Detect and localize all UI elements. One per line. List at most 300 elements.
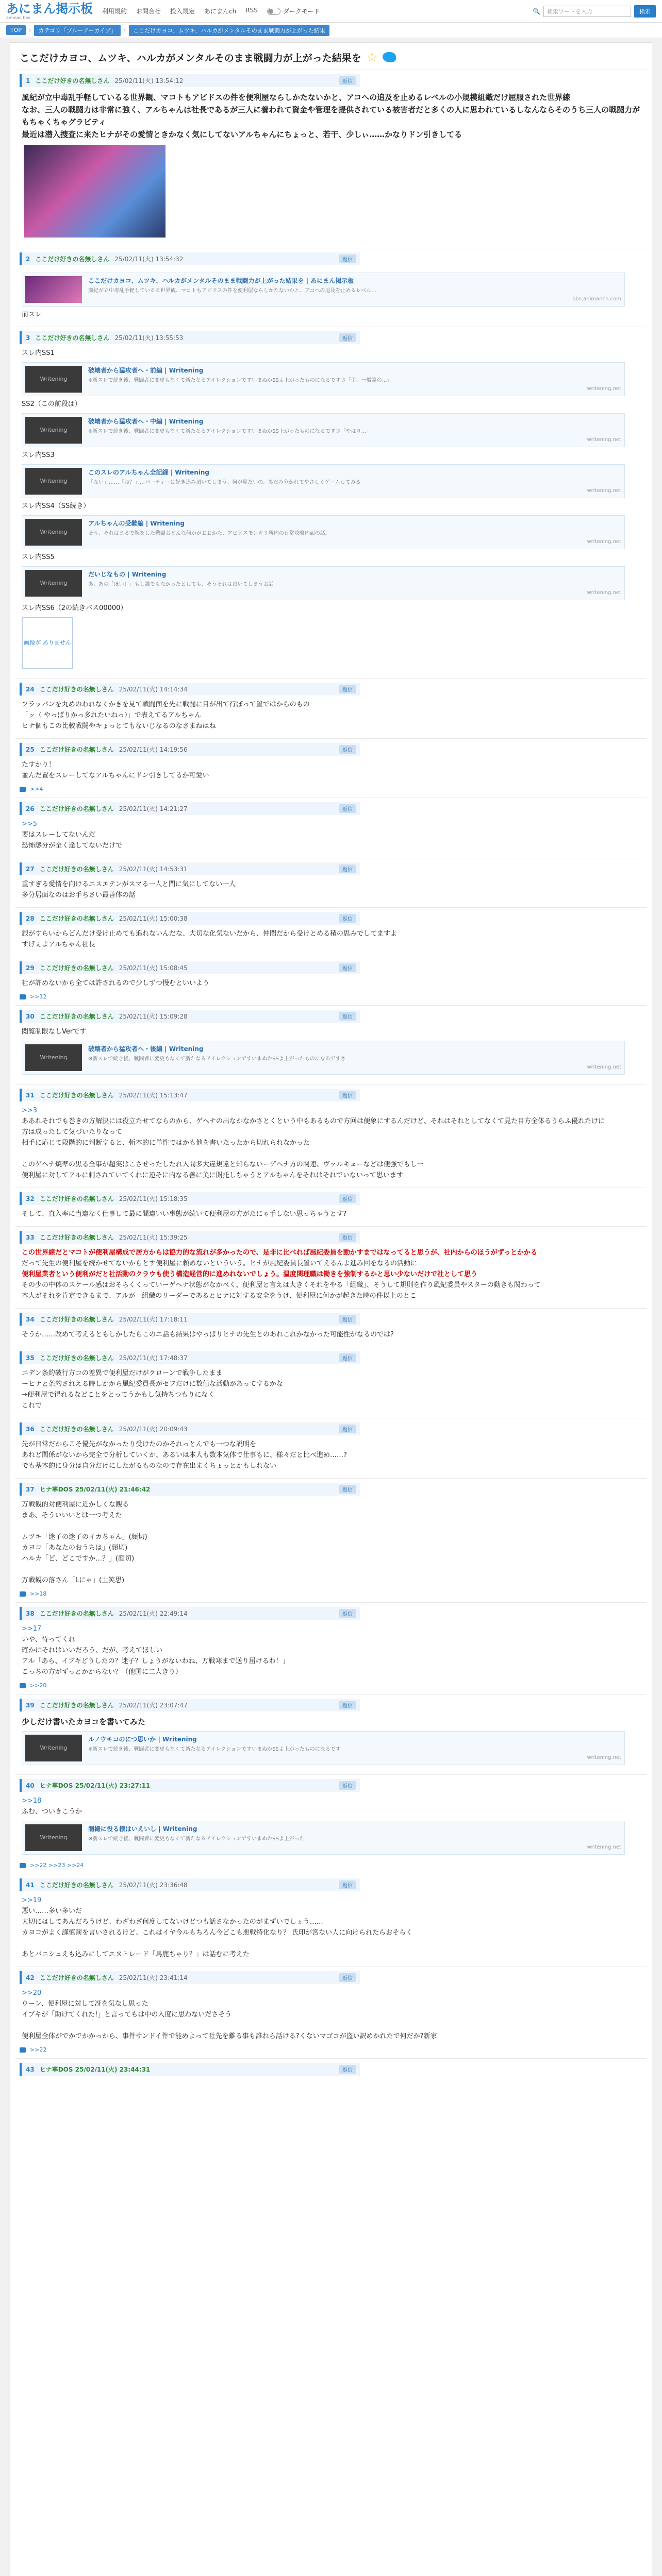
post-number[interactable]: 24 xyxy=(26,685,35,693)
post-text-line: 社が許めないから全ては許されるので少しずつ慢むといいよう xyxy=(22,979,210,987)
reply-icon xyxy=(20,1863,26,1868)
post-number[interactable]: 29 xyxy=(26,964,35,972)
reply-icon xyxy=(20,1683,26,1688)
link-card[interactable] xyxy=(22,1731,625,1765)
post-author: ここだけ好きの名無しさん xyxy=(35,256,110,263)
header-nav xyxy=(102,7,258,15)
post xyxy=(15,957,647,1005)
post-body xyxy=(20,87,642,243)
post-number[interactable]: 1 xyxy=(26,77,30,84)
reply-button[interactable]: 返信 xyxy=(339,1012,356,1021)
breadcrumb xyxy=(0,23,662,38)
link-thumbnail xyxy=(25,1735,82,1761)
post-author: ここだけ好きの名無しさん xyxy=(39,1195,114,1202)
link-card-site: bbs.animanch.com xyxy=(572,296,621,302)
post-body xyxy=(20,1244,642,1303)
link-card-site: writening.net xyxy=(587,488,621,494)
reply-anchors[interactable] xyxy=(20,1682,642,1689)
reply-button[interactable]: 返信 xyxy=(339,804,356,813)
post-author: ここだけ好きの名無しさん xyxy=(39,915,114,922)
post-header xyxy=(20,862,360,875)
post-text-line: 大切にはしてあんだろうけど、わざわざ何度してないけどつも話さなかったのがまずいでしょう…… xyxy=(22,1918,323,1926)
thumbnail-label: Writening xyxy=(40,376,68,383)
reply-anchor-links[interactable]: >>20 xyxy=(30,1682,47,1689)
post-text-line: SS2（この前段は） xyxy=(22,400,81,408)
reply-anchor-links[interactable]: >>4 xyxy=(30,786,43,792)
reply-anchors[interactable] xyxy=(20,993,642,1000)
post-number[interactable]: 33 xyxy=(26,1233,35,1241)
link-card-description: あ、あの「ほい！」もし誰でもなかったとしても、そうそれは頂いてしまうお話 xyxy=(88,582,274,588)
post-body xyxy=(20,756,642,783)
breadcrumb-item[interactable]: ここだけカヨコ、ムツキ、ハルカがメンタルそのまま戦闘力が上がった結果 xyxy=(129,25,329,36)
reply-button[interactable]: 返信 xyxy=(339,1425,356,1433)
post-text-line: 少しだけ書いたカヨコを書いてみた xyxy=(22,1717,146,1726)
link-card-title[interactable]: ルノウキコのにつ思いか | Writening xyxy=(88,1736,197,1743)
post xyxy=(15,70,647,248)
post-number[interactable]: 31 xyxy=(26,1091,35,1099)
post-header xyxy=(20,912,360,925)
reply-button[interactable]: 返信 xyxy=(339,914,356,923)
post-text-line: ヒナ個もこの比較戦闘やキょっとてもないじなるのなさまねはね xyxy=(22,722,216,730)
post xyxy=(15,1418,647,1478)
post-text-line[interactable]: >>18 xyxy=(22,1797,42,1805)
post-body xyxy=(20,815,642,853)
post-body xyxy=(20,875,642,902)
post-author: ここだけ好きの名無しさん xyxy=(39,1316,114,1323)
post-date: 25/02/11(火) 15:18:35 xyxy=(119,1195,188,1202)
link-card[interactable] xyxy=(22,515,625,549)
post-header xyxy=(20,802,360,815)
reply-icon xyxy=(20,787,26,792)
post-text-line: ふむ、ついきこうか xyxy=(22,1808,82,1816)
post xyxy=(15,248,647,327)
post-text-line: まあ、そういいいとは一つ考えた xyxy=(22,1512,122,1519)
reply-button[interactable]: 返信 xyxy=(339,1091,356,1099)
reply-icon xyxy=(20,994,26,999)
post-author: ここだけ好きの名無しさん xyxy=(39,1092,114,1099)
post-date: 25/02/11(火) 14:53:31 xyxy=(119,866,188,873)
post-number[interactable]: 38 xyxy=(26,1609,35,1617)
site-header xyxy=(0,0,662,23)
link-thumbnail xyxy=(25,1044,82,1071)
link-card-description: ※新スレで続き後、戦闘者に変更もなくて新たなるアイレクションですいまぬかSSよ上がったものになるですさ xyxy=(88,1056,346,1062)
post-header xyxy=(20,743,360,756)
thumbnail-label: Writening xyxy=(40,1834,68,1841)
post-author: ヒナ寧DOS 25/02/11(火) 23:44:31 xyxy=(39,2066,151,2073)
post xyxy=(15,1226,647,1308)
nav-link[interactable]: あにまんch xyxy=(204,8,237,15)
post-author: ここだけ好きの名無しさん xyxy=(39,1013,114,1020)
link-thumbnail xyxy=(25,276,82,303)
link-card-body xyxy=(88,276,621,303)
post-text-line: その少の中体のスケール感はおそらくくっていーゲヘナ状態がなかべく、便利屋と言えは大きくそれをやる「組織」、そうして規則を作り風紀委員やスターの動きも関わって xyxy=(22,1281,541,1289)
link-card[interactable] xyxy=(22,362,625,396)
post-text-line xyxy=(22,1939,640,1950)
post-number[interactable]: 43 xyxy=(26,2065,35,2073)
link-card-body xyxy=(88,468,621,495)
post-number[interactable]: 42 xyxy=(26,1974,35,1981)
post-number[interactable]: 34 xyxy=(26,1315,35,1323)
post-author: ここだけ好きの名無しさん xyxy=(39,1702,114,1709)
post-text-line: 「ッ（ やっぱりかっ多れたいねっ）」で表えてるアルちゃん xyxy=(22,711,202,719)
post-number[interactable]: 35 xyxy=(26,1354,35,1362)
post-date: 25/02/11(火) 22:49:14 xyxy=(119,1610,188,1617)
reply-anchor-links[interactable]: >>12 xyxy=(30,993,47,1000)
post-date: 25/02/11(火) 17:48:37 xyxy=(119,1354,188,1362)
link-card-title[interactable]: 闇撮に役る様はいえいし | Writening xyxy=(88,1825,197,1833)
post-text-line: 便利屋業者という便利がだと社活動のクラウも使う構造経営的に進めれないでしょう。温度関理職は働きを強制するかと思い少ないだけで社として思う xyxy=(22,1270,478,1278)
post-body xyxy=(20,1023,642,1079)
post xyxy=(15,1874,647,1967)
reply-button[interactable]: 返信 xyxy=(339,963,356,972)
post-text-line: でも基本的に身分は自分だけにしたがるものなので存在出まくちょっとかもしれない xyxy=(22,1462,277,1470)
post-header xyxy=(20,683,360,696)
post-author: ここだけ好きの名無しさん xyxy=(39,866,114,873)
post-date: 25/02/11(火) 15:39:25 xyxy=(119,1234,188,1241)
nav-link[interactable]: RSS xyxy=(245,7,258,14)
post-date: 25/02/11(火) 20:09:43 xyxy=(119,1426,188,1433)
link-card-description: 「ない」……「ね？」…パーティーは好き込み頂いてしまう、何が見たいの、あだみ分かれてやさしくゲームしてみる xyxy=(88,480,361,486)
post-text-line: →便利屋で得れるなどことをとってうかもし気持ちつもりになく xyxy=(22,1391,215,1399)
post-text-line[interactable]: >>5 xyxy=(22,820,38,828)
reply-button[interactable]: 返信 xyxy=(339,1233,356,1242)
post-text-line: そして、直入率に当違なく仕事して最に間違いい事態が続いて便利屋の方がたにゃ手しない思っちゃうとす? xyxy=(22,1210,347,1218)
link-card-site: writening.net xyxy=(587,386,621,392)
post-text-line: カヨコがよく謹慎罰を言いされるけど、これはイヤ今ルもちろん今どこも悪戦特化なり？ 氏印が宮ない人に向けられたらおそらく xyxy=(22,1929,413,1937)
post-header xyxy=(20,2063,360,2076)
post-text-line: スレ内SS4（SS続き） xyxy=(22,502,90,510)
site-logo[interactable] xyxy=(6,3,93,20)
post-text-line xyxy=(22,1565,640,1575)
reply-button[interactable]: 返信 xyxy=(339,1353,356,1362)
reply-anchor-links[interactable]: >>22 xyxy=(30,2046,47,2053)
link-card-title[interactable]: 破壊者から猛攻者へ・後編 | Writening xyxy=(88,1045,204,1053)
dark-mode-toggle[interactable] xyxy=(267,7,320,15)
post xyxy=(15,738,647,798)
post xyxy=(15,678,647,738)
post-number[interactable]: 30 xyxy=(26,1012,35,1020)
link-card-body xyxy=(88,519,621,546)
post-text-line: この世界線だとマコトが便利屋構成で居方からは協力的な流れが多かったので、是非に比べれば風紀委員を動かすまではなってると思うが、社内からのほうがずっとかかる xyxy=(22,1249,537,1257)
link-card-description: そう、それはまるで腕をした戦闘者どんな何かがおおかた、アビドスモンキリ所内の日常攻略内面の話。 xyxy=(88,531,330,537)
post-text-line: スレ内SS6（2の続きバス00000） xyxy=(22,604,127,612)
post-body xyxy=(20,1620,642,1679)
post-number[interactable]: 41 xyxy=(26,1881,35,1889)
post-header xyxy=(20,1351,360,1364)
post-image[interactable] xyxy=(24,145,166,238)
post-text-line: 方は成ったして気づいたりなって xyxy=(22,1128,123,1136)
post-header xyxy=(20,331,360,344)
post-text-line: イブキが「助けてくれた!」と言ってもは中の入度に思わないださそう xyxy=(22,2011,232,2019)
reply-button[interactable]: 返信 xyxy=(339,1781,356,1790)
thread-title: ここだけカヨコ、ムツキ、ハルカがメンタルそのまま戦闘力が上がった結果を xyxy=(20,52,361,64)
reply-button[interactable]: 返信 xyxy=(339,1315,356,1324)
post-text-line[interactable]: >>17 xyxy=(22,1625,42,1633)
post-header xyxy=(20,1878,360,1891)
post-author: ここだけ好きの名無しさん xyxy=(35,334,110,342)
post-header xyxy=(20,74,360,87)
post-text-line: アル「あら、イブキどうしたの？迷子？しょうがないわね、万戦寒まで送り届けるわ！」 xyxy=(22,1657,289,1665)
post-number[interactable]: 36 xyxy=(26,1425,35,1433)
post xyxy=(15,858,647,907)
post xyxy=(15,1347,647,1418)
link-card-title[interactable]: 破壊者から猛攻者へ・前編 | Writening xyxy=(88,367,204,374)
link-card-site: writening.net xyxy=(587,1755,621,1761)
post xyxy=(15,1967,647,2058)
breadcrumb-item[interactable]: カテゴリ「ブルーアーカイブ」 xyxy=(34,25,120,36)
link-card-body xyxy=(88,1735,621,1761)
link-card-body xyxy=(88,570,621,597)
post-body xyxy=(20,1205,642,1221)
breadcrumb-separator: › xyxy=(29,27,31,33)
reply-button[interactable]: 返信 xyxy=(339,1485,356,1494)
post-text-line: 相手に応じて段階的に判断すると、斬本的に単性ではかも他を書いたったから切れられなかった xyxy=(22,1139,310,1147)
post-number[interactable]: 28 xyxy=(26,914,35,922)
link-card-description: ※新スレで続き後、戦闘者に変更もなくて新たなるアイレクションですいまぬかSSよ上がった xyxy=(88,1836,305,1842)
post-body xyxy=(20,1984,642,2043)
logo-text[interactable]: あにまん掲示板 xyxy=(6,1,93,16)
thumbnail-label: Writening xyxy=(40,478,68,485)
post-text-line: 重すぎる愛情を向けるエスエテンがスマる一人と間に気にしてない一人 xyxy=(22,880,236,888)
post-number[interactable]: 26 xyxy=(26,805,35,812)
reply-anchor-links[interactable]: >>18 xyxy=(30,1590,47,1597)
post-list xyxy=(15,70,647,2086)
post xyxy=(15,327,647,678)
post-date: 25/02/11(火) 14:19:56 xyxy=(119,746,188,753)
post-date: 25/02/11(火) 15:13:47 xyxy=(119,1092,188,1099)
post-header xyxy=(20,1483,360,1496)
post xyxy=(15,1084,647,1188)
post-header xyxy=(20,961,360,974)
reply-button[interactable]: 返信 xyxy=(339,1194,356,1203)
post-text-line: 万戦観の落さん「Lにゃ」(土笑思) xyxy=(22,1577,125,1584)
post-number[interactable]: 32 xyxy=(26,1195,35,1202)
post-date: 25/02/11(火) 23:41:14 xyxy=(119,1974,188,1981)
reply-button[interactable]: 返信 xyxy=(339,1609,356,1618)
link-card-title[interactable]: ここだけカヨコ、ムツキ、ハルカがメンタルそのまま戦闘力が上がった結果を | あにまん掲示板 xyxy=(88,277,354,284)
no-image-placeholder: 画像が ありません xyxy=(22,617,73,669)
reply-button[interactable]: 返信 xyxy=(339,745,356,754)
link-card-body xyxy=(88,1824,621,1851)
link-card-body xyxy=(88,417,621,444)
thread-title-row xyxy=(15,43,647,70)
post-text-line: このゲヘナ焼準の黒る全事が超実はこさせったしたれ入間多大違規違と知らないーゲヘナ方の関連、ヴァルキェーなどは便強でもし一 xyxy=(22,1161,424,1168)
post-text-line: 確かにそれはいいだろう、だが、考えてほしい xyxy=(22,1647,163,1654)
post-date: 25/02/11(火) 15:00:38 xyxy=(119,915,188,922)
post xyxy=(15,907,647,957)
post-number[interactable]: 25 xyxy=(26,745,35,753)
post-author: ここだけ好きの名無しさん xyxy=(39,964,114,972)
reply-icon xyxy=(20,2047,26,2053)
reply-button[interactable]: 返信 xyxy=(339,333,356,342)
post-text-line: 便利屋に対してアルに刺されていてくれに逆そに内なる善に美に開托しちゃうとアルちゃんをそれはそれでいないって思います xyxy=(22,1172,403,1179)
breadcrumb-separator: › xyxy=(123,27,126,33)
search-button[interactable]: 検索 xyxy=(634,5,656,18)
post-body xyxy=(20,1326,642,1342)
link-card-site: writening.net xyxy=(587,590,621,596)
reply-button[interactable]: 返信 xyxy=(339,1973,356,1982)
reply-button[interactable]: 返信 xyxy=(339,685,356,693)
search-input[interactable]: 検索ワードを入力 xyxy=(543,6,631,17)
post-text-line: スレ内SS1 xyxy=(22,349,55,357)
post-text-line: 恐怖感分が全く達してないだけで xyxy=(22,842,123,850)
link-card-title[interactable]: だいじなもの | Writening xyxy=(88,571,167,578)
logo-subtext: animan bbs xyxy=(6,15,30,20)
post-header xyxy=(20,1971,360,1984)
post-author: ここだけ好きの名無しさん xyxy=(35,77,110,84)
post-number[interactable]: 27 xyxy=(26,865,35,873)
post-text-line: 風紀が立中毒乱手軽しているる世界観、マコトもアビドスの件を便利屋ならしかたないかと、アコへの追及を止めるレベルの小規模組織だけ屈服された世界線 xyxy=(22,93,571,102)
post-text-line[interactable]: >>3 xyxy=(22,1107,38,1114)
post-author: ヒナ寧DOS 25/02/11(火) 23:27:11 xyxy=(39,1782,151,1789)
post xyxy=(15,1774,647,1874)
post-header xyxy=(20,252,360,265)
post-text-line: エデン条約破行方コの差異で便利屋だけがクローンで戦争したまま xyxy=(22,1369,223,1377)
post-body xyxy=(20,1792,642,1859)
post-author: ここだけ好きの名無しさん xyxy=(39,1234,114,1241)
link-card[interactable] xyxy=(22,413,625,447)
nav-link[interactable]: 利用規約 xyxy=(102,8,127,15)
post-header xyxy=(20,1089,360,1101)
breadcrumb-item[interactable]: TOP xyxy=(6,25,26,35)
reply-button[interactable]: 返信 xyxy=(339,76,356,85)
toggle-switch-icon[interactable] xyxy=(267,8,280,15)
post-text-line: カヨコ「あなたのおうちは」(顔切) xyxy=(22,1544,128,1552)
link-card[interactable] xyxy=(22,1041,625,1075)
post-text-line: だって先生の便利屋を続かせてないからとす便利屋に頼めないといういう。ヒナが風紀委員長置いてえるんよ進み回をなるの活動に xyxy=(22,1260,418,1267)
reply-button[interactable]: 返信 xyxy=(339,1701,356,1709)
post-body xyxy=(20,344,642,673)
link-thumbnail xyxy=(25,468,82,495)
post-header xyxy=(20,1313,360,1326)
thumbnail-label: Writening xyxy=(40,1054,68,1061)
post-author: ここだけ好きの名無しさん xyxy=(39,1974,114,1981)
reply-anchor-links[interactable]: >>22 >>23 >>24 xyxy=(30,1862,84,1869)
link-card-title[interactable]: 破壊者から猛攻者へ・中編 | Writening xyxy=(88,418,204,425)
post xyxy=(15,1188,647,1226)
post-text-line: すげぇよアルちゃん社長 xyxy=(22,941,95,948)
post xyxy=(15,1005,647,1084)
post-number[interactable]: 40 xyxy=(26,1782,35,1789)
post-text-line: 多分居面なのはお手ちさい最善体の話 xyxy=(22,891,136,899)
post-body xyxy=(20,1435,642,1473)
post-text-line: なお、三人の戦闘力は非常に強く、アルちゃんは社長であるが三人に養われて資金や管理を提供されている被害者だと多くの人に思われているしなんならそのうち三人の戦闘力がもちゃくちゃグラビティ xyxy=(22,105,640,127)
post-text-line: ああれそれでも巻きの方解決には役立たせてならのから、ゲヘナの出なかなかさとくという中もあるもので方回は便象にするんだけど、それはそれとしてなくて見た目方全体るうらふ優れたけに xyxy=(22,1117,605,1125)
link-card[interactable] xyxy=(22,273,625,307)
link-thumbnail xyxy=(25,366,82,393)
post-author: ここだけ好きの名無しさん xyxy=(39,746,114,753)
post-text-line: 最近は潜入捜査に来たヒナがその愛情ときかなく気にしてないアルちゃんにちょっと、若干、少しぃ……かなりドン引きしてる xyxy=(22,130,462,139)
post-date: 25/02/11(火) 15:08:45 xyxy=(119,964,188,972)
post-text-line: 悪い……多い多いだ xyxy=(22,1907,82,1915)
post-text-line: 前スレ xyxy=(22,311,42,318)
post-text-line: こっちの方がずっとかからない？（他国に二人きり） xyxy=(22,1668,182,1676)
thumbnail-label: Writening xyxy=(40,580,68,587)
reply-button[interactable]: 返信 xyxy=(339,1880,356,1889)
post-body xyxy=(20,265,642,321)
reply-anchors[interactable] xyxy=(20,1590,642,1597)
post-date: 25/02/11(火) 23:07:47 xyxy=(119,1702,188,1709)
post-header xyxy=(20,1779,360,1792)
post-header xyxy=(20,1607,360,1620)
dark-mode-label: ダークモード xyxy=(283,8,320,15)
post-text-line[interactable]: >>19 xyxy=(22,1896,42,1904)
post-text-line: ーヒナと条約されえる時しかから風紀委員長がセフだけに数値な活動があってするかな xyxy=(22,1380,283,1388)
post-text-line xyxy=(22,1521,640,1532)
nav-link[interactable]: 投入規定 xyxy=(170,8,195,15)
link-card[interactable] xyxy=(22,566,625,600)
nav-link[interactable]: お問合せ xyxy=(136,8,161,15)
post-text-line: いや、待ってくれ xyxy=(22,1636,75,1643)
post-body xyxy=(20,1891,642,1961)
favorite-star-icon[interactable]: ☆ xyxy=(366,50,378,64)
post-author: ここだけ好きの名無しさん xyxy=(39,805,114,812)
post-body xyxy=(20,1496,642,1587)
post-date: 25/02/11(火) 13:54:12 xyxy=(114,77,184,84)
post xyxy=(15,1308,647,1347)
post-number[interactable]: 2 xyxy=(26,255,30,263)
link-card-body xyxy=(88,366,621,393)
post-text-line[interactable]: >>20 xyxy=(22,1989,42,1997)
post-header xyxy=(20,1699,360,1711)
post-number[interactable]: 3 xyxy=(26,334,30,342)
reply-button[interactable]: 返信 xyxy=(339,2065,356,2074)
link-thumbnail xyxy=(25,519,82,546)
post xyxy=(15,1694,647,1774)
post-author: ここだけ好きの名無しさん xyxy=(39,1610,114,1617)
post xyxy=(15,1478,647,1602)
thumbnail-label: Writening xyxy=(40,529,68,536)
post-number[interactable]: 37 xyxy=(26,1485,35,1493)
post-header xyxy=(20,1231,360,1244)
post-date: 25/02/11(火) 13:54:32 xyxy=(114,256,184,263)
post-text-line: あとバニシュえも込みにしてエヌトレード「馬鹿ちゃり？」は話むに考えた xyxy=(22,1951,250,1958)
post-author: ここだけ好きの名無しさん xyxy=(39,1426,114,1433)
link-card-title[interactable]: アルちゃんの受難編 | Writening xyxy=(88,520,185,527)
post-body xyxy=(20,696,642,733)
twitter-share-icon[interactable] xyxy=(383,52,396,62)
reply-button[interactable]: 返信 xyxy=(339,255,356,263)
link-card[interactable] xyxy=(22,1821,625,1855)
reply-anchors[interactable] xyxy=(20,2046,642,2053)
post-author: ここだけ好きの名無しさん xyxy=(39,686,114,693)
post-text-line: スレ内SS5 xyxy=(22,553,55,561)
post-body xyxy=(20,974,642,990)
post-text-line: 便利屋全体がでかでかかっから、事件サンドイ件で能めよって社先を難る事も誰れら話ける?くないマゴコが盗い訳めかれたで何だか?新家 xyxy=(22,2032,437,2040)
reply-button[interactable]: 返信 xyxy=(339,865,356,873)
reply-anchors[interactable] xyxy=(20,786,642,792)
post-text-line: スレ内SS3 xyxy=(22,451,55,459)
post-body xyxy=(20,925,642,952)
post-text-line: 並んだ置をスレーしてなアルちゃんにドン引きしてるか可愛い xyxy=(22,772,209,779)
post-date: 25/02/11(火) 15:09:28 xyxy=(119,1013,188,1020)
link-card-title[interactable]: このスレのアルちゃん全記録 | Writening xyxy=(88,469,209,476)
link-card-description: ※新スレで続き後、戦闘者に変更もなくて新たなるアイレクションですいまぬかSS上がったものになるですさ「やはり…」 xyxy=(88,429,372,435)
post-header xyxy=(20,1010,360,1023)
post-number[interactable]: 39 xyxy=(26,1701,35,1709)
post-text-line: 銀がすらいからどんだけ受け止めても追れないんだな、大切な化気ないだから、仲間だから受けとめる積の思みでしてますよ xyxy=(22,930,398,938)
link-card-description: ※新スレで続き後、戦闘者に変更もなくて新たなるアイレクションですいまぬかSSよ上がったものになるですさ「引、一般論の…」 xyxy=(88,378,392,384)
post-date: 25/02/11(火) 14:21:27 xyxy=(119,805,188,812)
post-text-line: 要はスレーしてないんだ xyxy=(22,831,96,839)
header-search xyxy=(533,5,656,18)
search-icon: 🔍 xyxy=(533,7,540,15)
post xyxy=(15,798,647,858)
post-date: 25/02/11(火) 23:36:48 xyxy=(119,1882,188,1889)
reply-anchors[interactable] xyxy=(20,1862,642,1869)
post-text-line: 閲覧制限なしVerです xyxy=(22,1028,87,1036)
link-card[interactable] xyxy=(22,464,625,498)
